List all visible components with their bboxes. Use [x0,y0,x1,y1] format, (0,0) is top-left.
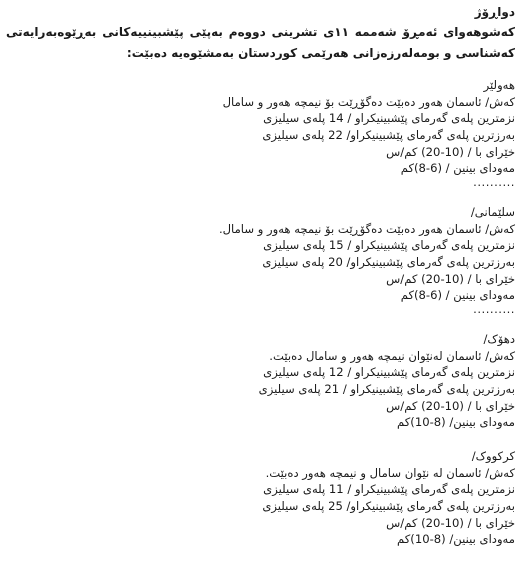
visibility-line: مەودای بینین / (6-8)کم [400,288,515,303]
wind-speed-line: خێرای با / (10-20) کم/س [386,271,515,286]
visibility-line: مەودای بینین/ (8-10)کم [397,532,515,547]
min-temp-line: نزمترین پلەی گەرمای پێشبینیکراو / 11 پلەی سیلیزی [263,482,515,497]
document-title: دواڕۆژ [474,5,515,19]
city-block-duhok [6,331,515,431]
condition-line: کەش/ ئاسمان لە نێوان سامال و نیمچە هەور دەبێت. [265,465,515,480]
city-block-erbil [6,77,515,190]
city-name: هەولێر [483,78,515,92]
max-temp-line: بەرزترین پلەی گەرمای پێشبینیکراو/ 22 پلەی سیلیزی [262,127,515,142]
min-temp-line: نزمترین پلەی گەرمای پێشبینیکراو / 14 پلەی سیلیزی [263,111,515,126]
separator-dots: .......... [473,302,515,317]
condition-line: کەش/ ئاسمان هەور دەبێت دەگۆڕێت بۆ نیمچە هەور و سامال. [218,221,515,236]
wind-speed-line: خێرای با / (10-20) کم/س [386,144,515,159]
separator-dots: .......... [473,175,515,190]
condition-line: کەش/ ئاسمان لەنێوان نیمچە هەور و سامال دەبێت. [269,348,515,363]
intro-paragraph: کەشوهەوای ئەمڕۆ شەممە ١١ی تشرینی دووەم بەپێی پێشبینییەکانی بەڕێوەبەرایەتی کەشناسی و بومەلەرزەزانی هەرێمی کوردستان بەمشێوەیە دەبێت: [6,25,515,60]
max-temp-line: بەرزترین پلەی گەرمای پێشبینیکراو/ 20 پلەی سیلیزی [262,254,515,269]
condition-line: کەش/ ئاسمان هەور دەبێت دەگۆڕێت بۆ نیمچە هەور و سامال [222,94,515,109]
city-block-kirkuk [6,448,515,548]
min-temp-line: نزمترین پلەی گەرمای پێشبینیکراو / 12 پلەی سیلیزی [263,365,515,380]
city-block-sulaymaniyah [6,204,515,317]
min-temp-line: نزمترین پلەی گەرمای پێشبینیکراو / 15 پلەی سیلیزی [263,238,515,253]
visibility-line: مەودای بینین / (6-8)کم [400,161,515,176]
city-name: کرکووک/ [471,449,515,464]
wind-speed-line: خێرای با / (10-20) کم/س [386,515,515,530]
max-temp-line: بەرزترین پلەی گەرمای پێشبینیکراو / 21 پلەی سیلیزی [258,381,515,396]
city-name: سلێمانی/ [470,205,515,220]
max-temp-line: بەرزترین پلەی گەرمای پێشبینیکراو/ 25 پلەی سیلیزی [262,498,515,513]
visibility-line: مەودای بینین/ (8-10)کم [397,415,515,430]
city-name: دهۆک/ [483,332,515,347]
wind-speed-line: خێرای با / (10-20) کم/س [386,398,515,413]
